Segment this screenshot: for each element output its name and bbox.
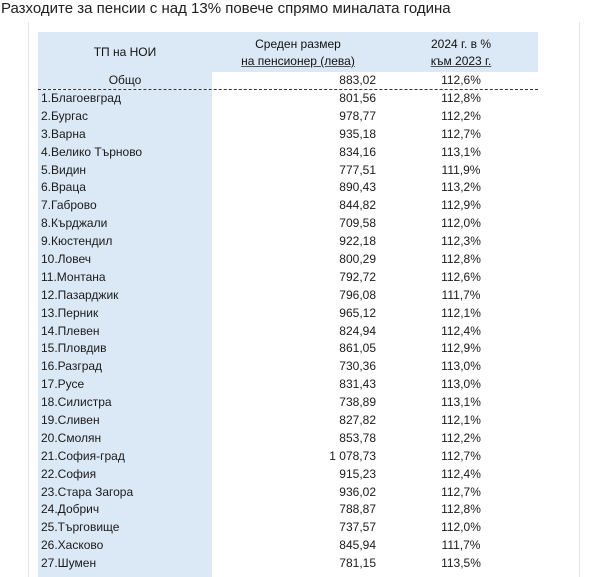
cell-percent: 112,6% bbox=[441, 269, 481, 284]
right-divider bbox=[579, 22, 580, 577]
cell-name: 6.Враца bbox=[38, 179, 212, 197]
cell-name: 26.Хасково bbox=[38, 537, 212, 555]
cell-percent: 113,5% bbox=[441, 556, 481, 571]
cell-percent: 112,1% bbox=[441, 305, 481, 320]
cell-percent: 113,2% bbox=[441, 180, 481, 195]
cell-percent: 112,8% bbox=[441, 252, 481, 267]
cell-average: 824,94 bbox=[339, 323, 376, 338]
cell-average: 792,72 bbox=[339, 269, 376, 284]
cell-name: 3.Варна bbox=[38, 126, 212, 144]
cell-average: 709,58 bbox=[339, 216, 376, 231]
cell-average: 800,29 bbox=[339, 252, 376, 267]
cell-percent: 112,1% bbox=[441, 413, 481, 428]
table-row bbox=[38, 162, 538, 180]
cell-average: 853,78 bbox=[339, 430, 376, 445]
cell-average: 737,57 bbox=[339, 520, 376, 535]
cell-name: 7.Габрово bbox=[38, 197, 212, 215]
table-row bbox=[38, 519, 538, 537]
header-percent-change bbox=[384, 32, 538, 76]
cell-name: 27.Шумен bbox=[38, 555, 212, 573]
table-row bbox=[38, 376, 538, 394]
cell-name: 14.Плевен bbox=[38, 323, 212, 341]
table-row bbox=[38, 215, 538, 233]
cell-average: 801,56 bbox=[339, 91, 376, 105]
cell-percent: 112,2% bbox=[441, 108, 481, 123]
cell-percent: 111,7% bbox=[441, 538, 481, 553]
table-row bbox=[38, 537, 538, 555]
cell-percent: 112,7% bbox=[441, 484, 481, 499]
cell-name: 5.Видин bbox=[38, 162, 212, 180]
headline: Разходите за пенсии с над 13% повече спрямо миналата година bbox=[1, 0, 451, 17]
header-percent-line2: към 2023 г. bbox=[430, 54, 492, 68]
cell-name: 20.Смолян bbox=[38, 430, 212, 448]
cell-percent: 113,1% bbox=[441, 395, 481, 410]
cell-percent: 112,4% bbox=[441, 323, 481, 338]
cell-name: 11.Монтана bbox=[38, 269, 212, 287]
table-row bbox=[38, 126, 538, 144]
table-row bbox=[38, 466, 538, 484]
cell-average: 978,77 bbox=[339, 108, 376, 123]
header-percent-line1: 2024 г. в % bbox=[431, 37, 491, 51]
cell-percent: 112,0% bbox=[441, 520, 481, 535]
cell-name: 13.Перник bbox=[38, 305, 212, 323]
table-row bbox=[38, 323, 538, 341]
cell-average: 936,02 bbox=[339, 484, 376, 499]
cell-average: 777,51 bbox=[339, 162, 376, 177]
cell-percent: 112,2% bbox=[441, 430, 481, 445]
table-row bbox=[38, 448, 538, 466]
table-row bbox=[38, 394, 538, 412]
table-header bbox=[38, 32, 538, 72]
pension-table bbox=[38, 32, 538, 573]
cell-average: 890,43 bbox=[339, 180, 376, 195]
table-row bbox=[38, 251, 538, 269]
cell-average: 796,08 bbox=[339, 287, 376, 302]
partial-row bbox=[38, 572, 212, 577]
table-row bbox=[38, 197, 538, 215]
cell-name: 15.Пловдив bbox=[38, 340, 212, 358]
cell-name: 12.Пазарджик bbox=[38, 287, 212, 305]
cell-percent: 111,7% bbox=[441, 287, 481, 302]
table-row bbox=[38, 358, 538, 376]
cell-name: 18.Силистра bbox=[38, 394, 212, 412]
cell-name: 17.Русе bbox=[38, 376, 212, 394]
table-row bbox=[38, 269, 538, 287]
cell-average: 844,82 bbox=[339, 198, 376, 213]
cell-percent: 111,9% bbox=[441, 162, 481, 177]
cell-name: 1.Благоевград bbox=[38, 90, 212, 108]
header-average-line1: Среден размер bbox=[255, 37, 341, 51]
cell-name: 23.Стара Загора bbox=[38, 484, 212, 502]
cell-average: 915,23 bbox=[339, 466, 376, 481]
cell-percent: 112,7% bbox=[441, 448, 481, 463]
cell-percent: 112,7% bbox=[441, 126, 481, 141]
table-row bbox=[38, 501, 538, 519]
cell-name: 19.Сливен bbox=[38, 412, 212, 430]
cell-average: 827,82 bbox=[339, 413, 376, 428]
table-row bbox=[38, 233, 538, 251]
cell-percent: 112,8% bbox=[441, 91, 481, 105]
table-row bbox=[38, 484, 538, 502]
table-row bbox=[38, 430, 538, 448]
table-row bbox=[38, 340, 538, 358]
cell-average: 730,36 bbox=[339, 359, 376, 374]
cell-average: 965,12 bbox=[339, 305, 376, 320]
table-row bbox=[38, 179, 538, 197]
cell-name: 8.Кърджали bbox=[38, 215, 212, 233]
cell-average: 883,02 bbox=[339, 73, 376, 87]
cell-percent: 113,0% bbox=[441, 377, 481, 392]
table-row bbox=[38, 144, 538, 162]
table-row-total bbox=[38, 72, 538, 90]
cell-name: 21.София-град bbox=[38, 448, 212, 466]
cell-average: 738,89 bbox=[339, 395, 376, 410]
table-row bbox=[38, 555, 538, 573]
cell-name: 16.Разград bbox=[38, 358, 212, 376]
header-tp: ТП на НОИ bbox=[93, 45, 157, 59]
cell-percent: 112,9% bbox=[441, 341, 481, 356]
cell-average: 861,05 bbox=[339, 341, 376, 356]
cell-percent: 112,0% bbox=[441, 216, 481, 231]
cell-name: 2.Бургас bbox=[38, 108, 212, 126]
header-average-line2: на пенсионер (лева) bbox=[241, 54, 355, 68]
cell-percent: 112,3% bbox=[441, 234, 481, 249]
cell-average: 788,87 bbox=[339, 502, 376, 517]
cell-name: 25.Търговище bbox=[38, 519, 212, 537]
cell-name: 10.Ловеч bbox=[38, 251, 212, 269]
table-row bbox=[38, 412, 538, 430]
cell-average: 935,18 bbox=[339, 126, 376, 141]
header-average-pension bbox=[212, 32, 384, 76]
cell-name: 4.Велико Търново bbox=[38, 144, 212, 162]
cell-name: 24.Добрич bbox=[38, 501, 212, 519]
cell-average: 845,94 bbox=[339, 538, 376, 553]
cell-percent: 112,9% bbox=[441, 198, 481, 213]
left-divider bbox=[28, 22, 29, 577]
cell-percent: 112,6% bbox=[441, 73, 481, 87]
table-row bbox=[38, 305, 538, 323]
table-row bbox=[38, 90, 538, 108]
cell-percent: 113,1% bbox=[441, 144, 481, 159]
cell-name: 22.София bbox=[38, 466, 212, 484]
cell-percent: 112,8% bbox=[441, 502, 481, 517]
cell-percent: 112,4% bbox=[441, 466, 481, 481]
cell-average: 922,18 bbox=[339, 234, 376, 249]
table-body bbox=[38, 72, 538, 573]
table-row bbox=[38, 108, 538, 126]
cell-average: 831,43 bbox=[339, 377, 376, 392]
cell-average: 1 078,73 bbox=[329, 448, 376, 463]
table-row bbox=[38, 287, 538, 305]
cell-name: Общо bbox=[38, 72, 212, 89]
cell-average: 781,15 bbox=[339, 556, 376, 571]
cell-average: 834,16 bbox=[339, 144, 376, 159]
cell-name: 9.Кюстендил bbox=[38, 233, 212, 251]
cell-percent: 113,0% bbox=[441, 359, 481, 374]
